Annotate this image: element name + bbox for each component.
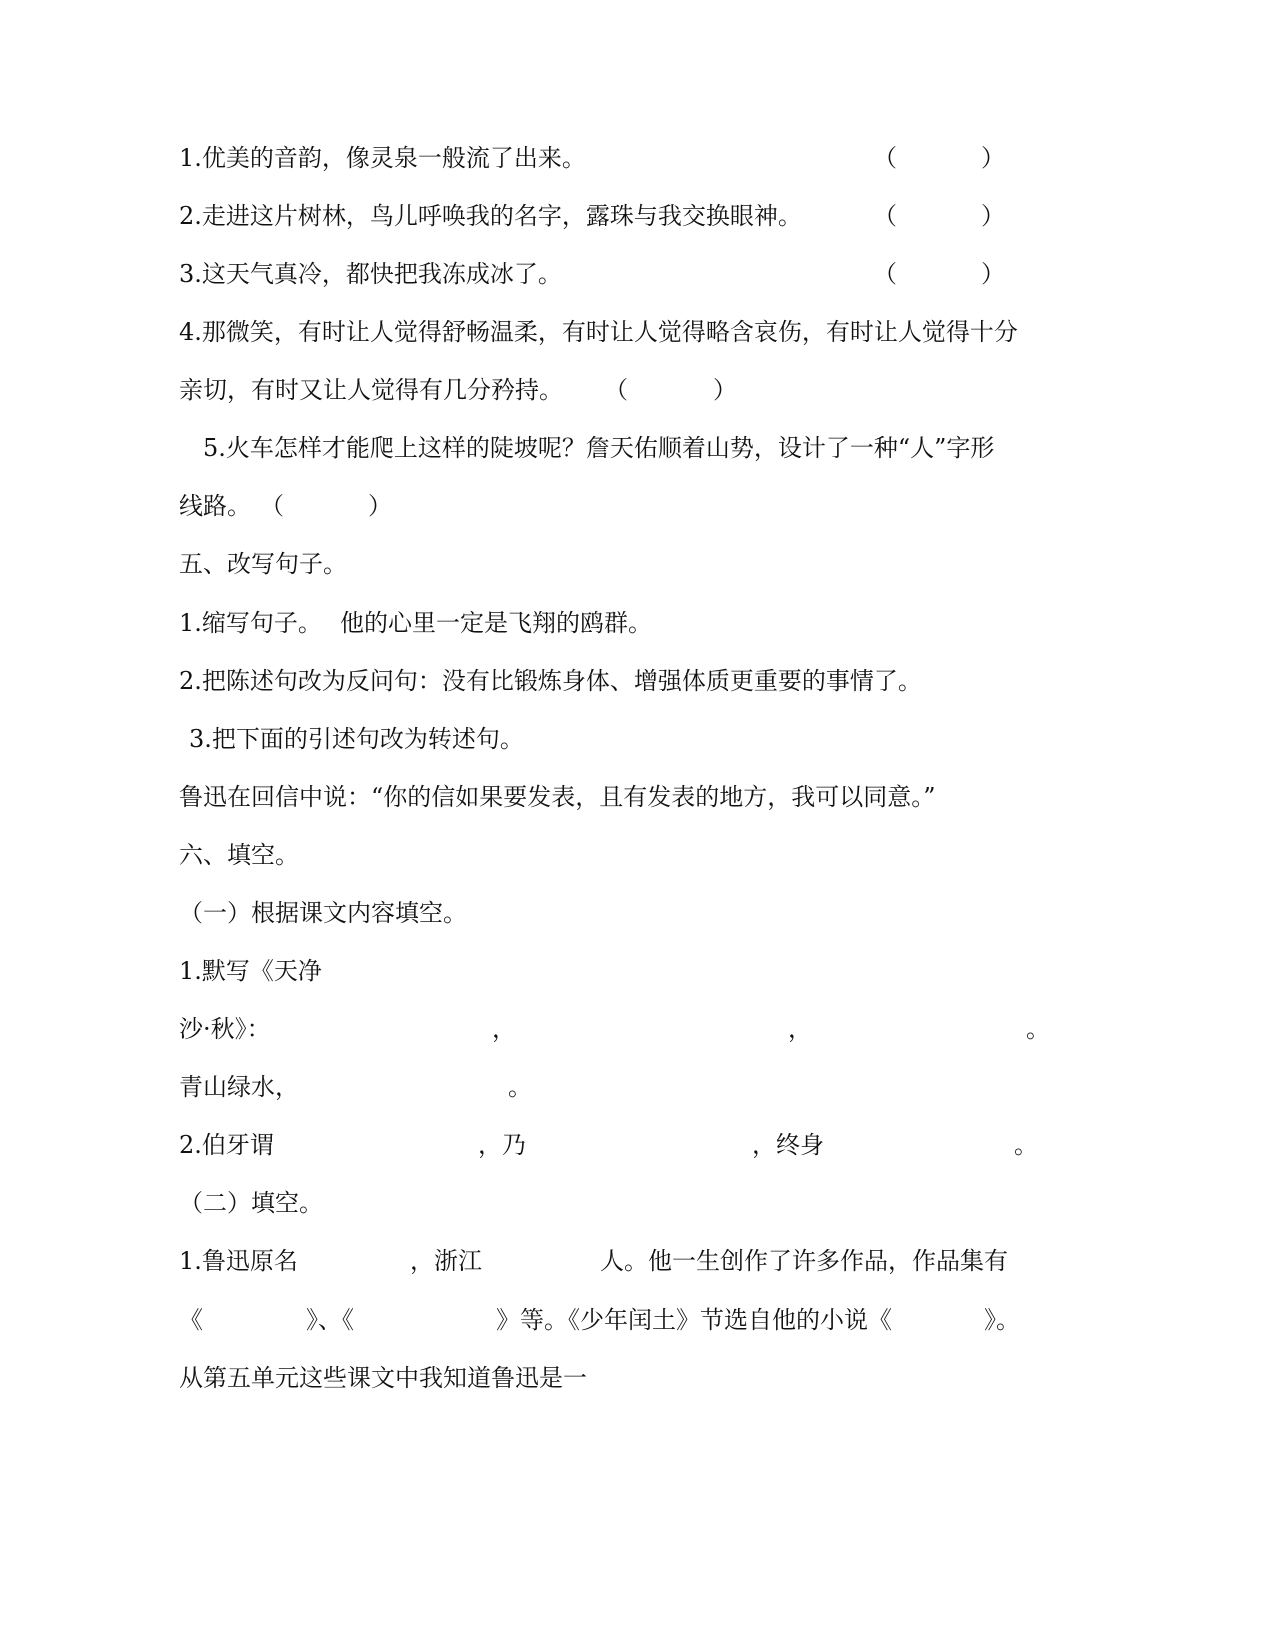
section-6-heading: 六、填空。 xyxy=(179,841,299,869)
answer-blank-open: （ xyxy=(604,376,628,404)
fill-blank-comma: ， xyxy=(788,1015,812,1043)
answer-blank-close: ） xyxy=(981,144,1005,172)
question-6-1-line2-prefix: 沙·秋》： xyxy=(179,1015,271,1043)
section-6-part1-heading: （一）根据课文内容填空。 xyxy=(179,899,467,927)
last-line: 从第五单元这些课文中我知道鲁迅是一 xyxy=(179,1364,587,1392)
question-6-1-line1: 1.默写《天净 xyxy=(179,957,322,985)
question-6-2-prefix: 2.伯牙谓 xyxy=(179,1131,274,1159)
question-4-2: 2.走进这片树林，鸟儿呼唤我的名字，露珠与我交换眼神。 xyxy=(179,202,802,230)
section-5-heading: 五、改写句子。 xyxy=(179,550,347,578)
book-title-open: 《 xyxy=(179,1306,203,1334)
book-title-close: 》。 xyxy=(984,1306,1020,1334)
question-4-5-line2: 线路。 xyxy=(179,492,251,520)
answer-blank-open: （ xyxy=(873,144,897,172)
fill-blank-period: 。 xyxy=(1026,1015,1050,1043)
works-text: 》等。《少年闰土》节选自他的小说《 xyxy=(496,1306,892,1334)
answer-blank-close: ） xyxy=(368,492,392,520)
question-6-p2-1-a: 1.鲁迅原名 xyxy=(179,1247,298,1275)
book-title-separator: 》、《 xyxy=(306,1306,354,1334)
question-5-2: 2.把陈述句改为反问句：没有比锻炼身体、增强体质更重要的事情了。 xyxy=(179,667,922,695)
question-4-1: 1.优美的音韵，像灵泉一般流了出来。 xyxy=(179,144,586,172)
question-6-2-mid1: ，乃 xyxy=(478,1131,526,1159)
answer-blank-close: ） xyxy=(981,260,1005,288)
question-5-1-label: 1.缩写句子。 xyxy=(179,609,322,637)
fill-blank-period: 。 xyxy=(1014,1131,1038,1159)
answer-blank-close: ） xyxy=(713,376,737,404)
question-6-p2-1-c: 人。他一生创作了许多作品，作品集有 xyxy=(600,1247,1008,1275)
answer-blank-open: （ xyxy=(260,492,284,520)
question-4-4-line1: 4.那微笑，有时让人觉得舒畅温柔，有时让人觉得略含哀伤，有时让人觉得十分 xyxy=(179,318,1018,346)
question-5-1-sentence: 他的心里一定是飞翔的鸥群。 xyxy=(340,609,652,637)
section-6-part2-heading: （二）填空。 xyxy=(179,1189,323,1217)
question-4-5-line1: 5.火车怎样才能爬上这样的陡坡呢？詹天佑顺着山势，设计了一种“人”字形 xyxy=(203,434,995,462)
question-6-p2-1-b: ，浙江 xyxy=(410,1247,482,1275)
question-4-4-line2: 亲切，有时又让人觉得有几分矜持。 xyxy=(179,376,563,404)
question-5-3: 3.把下面的引述句改为转述句。 xyxy=(189,725,524,753)
answer-blank-close: ） xyxy=(981,202,1005,230)
answer-blank-open: （ xyxy=(873,260,897,288)
question-6-1-line3-prefix: 青山绿水， xyxy=(179,1073,299,1101)
question-4-3: 3.这天气真冷，都快把我冻成冰了。 xyxy=(179,260,562,288)
fill-blank-period: 。 xyxy=(508,1073,532,1101)
fill-blank-comma: ， xyxy=(492,1015,516,1043)
question-5-3-sentence: 鲁迅在回信中说：“你的信如果要发表，且有发表的地方，我可以同意。” xyxy=(179,783,936,811)
question-6-2-mid2: ，终身 xyxy=(752,1131,824,1159)
answer-blank-open: （ xyxy=(873,202,897,230)
